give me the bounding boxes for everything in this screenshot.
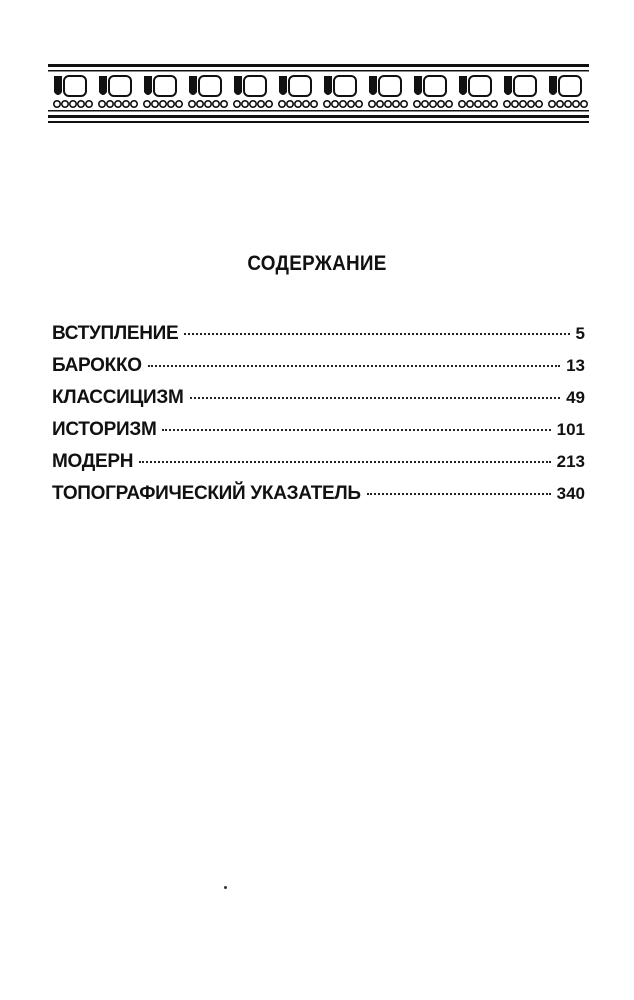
decorative-frieze-icon xyxy=(48,62,589,126)
dot-leader xyxy=(162,429,550,431)
toc-entry-label: ИСТОРИЗМ xyxy=(52,419,157,440)
toc-page-number: 13 xyxy=(566,356,585,375)
dot-leader xyxy=(148,365,560,367)
toc-page-number: 340 xyxy=(556,484,585,503)
toc-entry-label: ВСТУПЛЕНИЕ xyxy=(52,323,179,344)
toc-entry-introduction[interactable] xyxy=(52,323,585,355)
toc-entry-label: КЛАССИЦИЗМ xyxy=(52,387,184,408)
dot-leader xyxy=(139,461,550,463)
dot-leader xyxy=(184,333,569,335)
toc-entry-label: МОДЕРН xyxy=(52,451,134,472)
toc-entry-modern[interactable] xyxy=(52,451,585,483)
toc-page-number: 49 xyxy=(566,388,585,407)
toc-entry-historicism[interactable] xyxy=(52,419,585,451)
toc-page-number: 213 xyxy=(556,452,585,471)
print-speck xyxy=(224,886,227,889)
toc-page-number: 5 xyxy=(575,324,585,343)
toc-entry-label: ТОПОГРАФИЧЕСКИЙ УКАЗАТЕЛЬ xyxy=(52,483,361,504)
dot-leader xyxy=(367,493,551,495)
toc-entry-classicism[interactable] xyxy=(52,387,585,419)
toc-entry-topographic-index[interactable] xyxy=(52,483,585,515)
page-title: СОДЕРЖАНИЕ xyxy=(247,252,387,275)
toc-page-number: 101 xyxy=(556,420,585,439)
table-of-contents xyxy=(52,323,585,515)
toc-entry-label: БАРОККО xyxy=(52,355,142,376)
dot-leader xyxy=(190,397,561,399)
toc-entry-baroque[interactable] xyxy=(52,355,585,387)
